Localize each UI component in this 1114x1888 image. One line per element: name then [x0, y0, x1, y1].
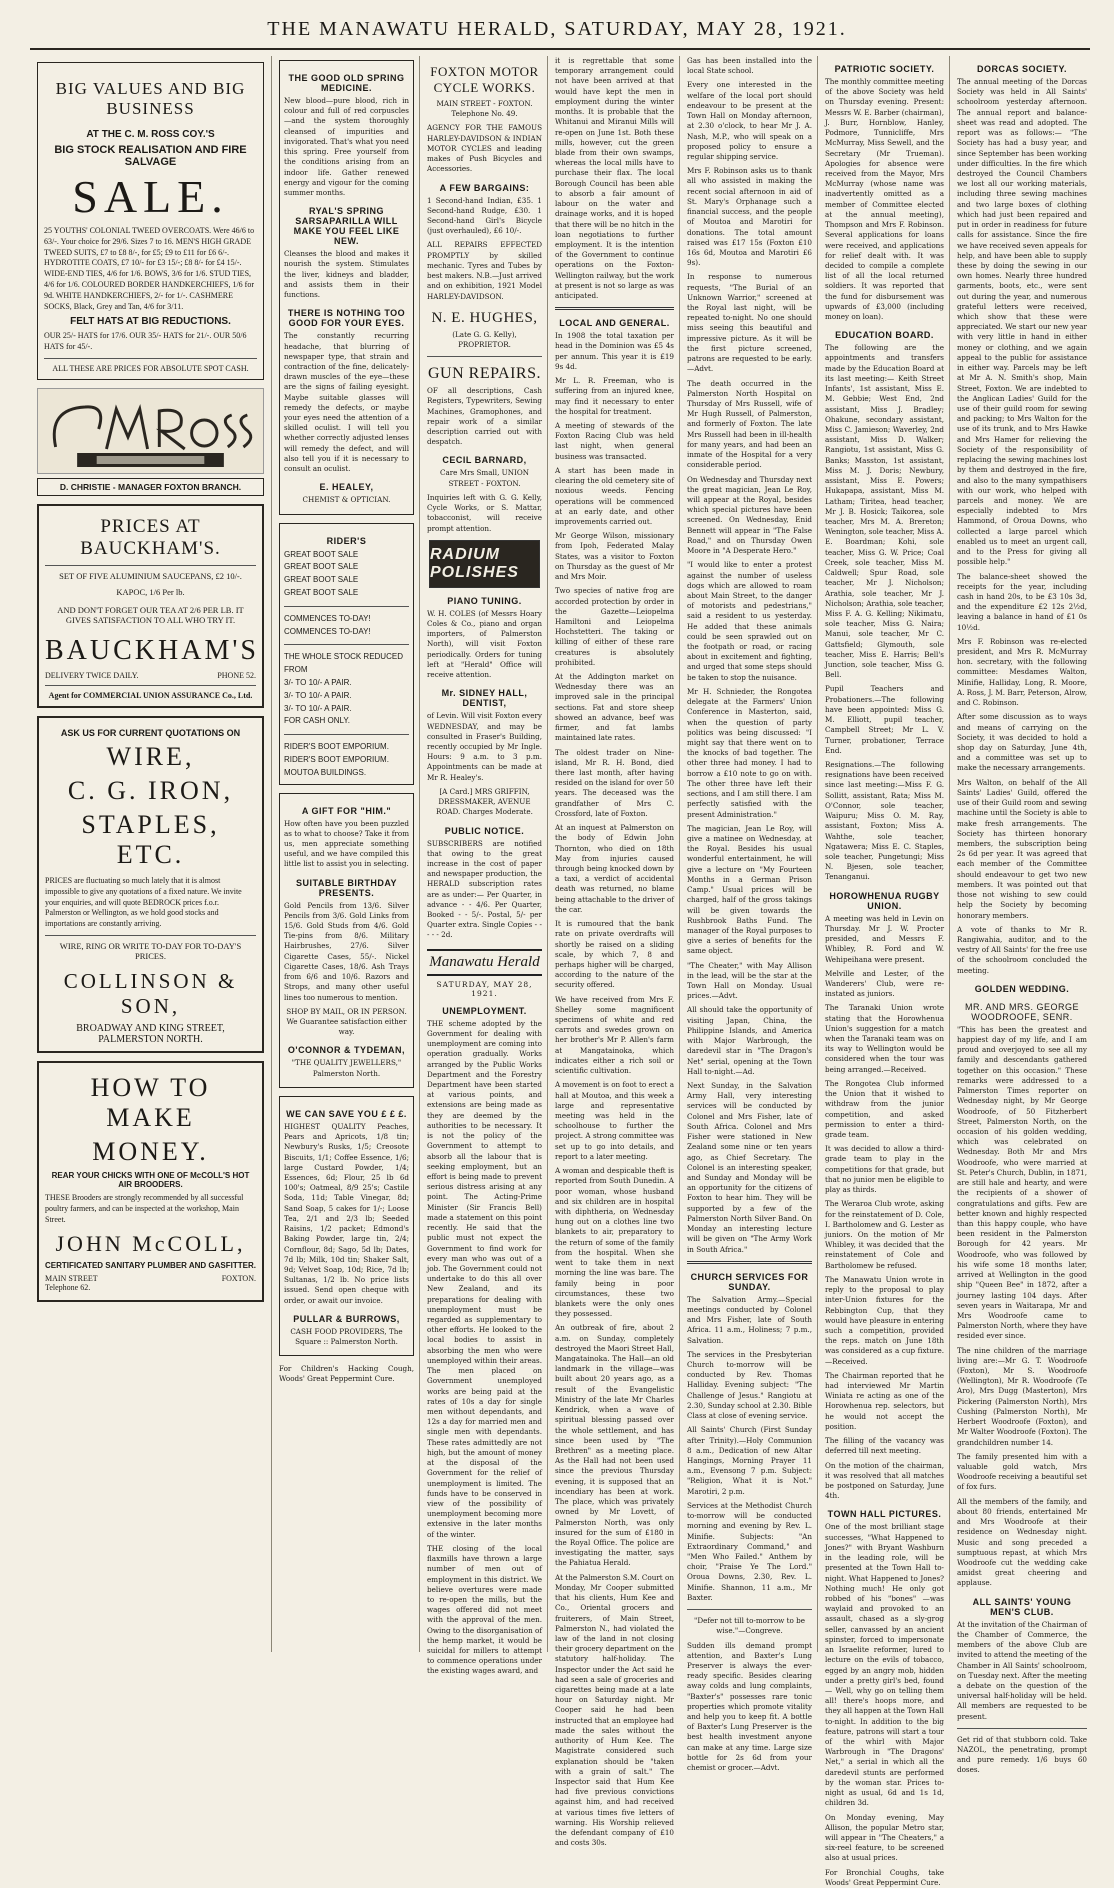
col4-text-13: A movement is on foot to erect a hall at Moutoa, and this week a large and representative meeting was held in the schoolhouse to further the project. A strong committee was set up to go into details, and report to a later meeting. [555, 1080, 674, 1161]
riders-pair-3: 3/- TO 10/- A PAIR. [284, 703, 352, 713]
col7-text-4: After some discussion as to ways and means of carrying on the Society, it was decided to hold a shop day on Saturday, June 4th, and a committee was set up to make the necessary arrangements. [957, 712, 1087, 773]
col5-text-11: All should take the opportunity of visiting Japan, China, the Philippine Islands, and America with Major Warbrough, the daredevil star in "The Dragon's Net" serial, opening at the Town Hall to-night.—Ad. [687, 1005, 812, 1076]
col3-heading-1: FOXTON MOTOR CYCLE WORKS. [430, 64, 539, 95]
col6-text-9: It was decided to allow a third-grade team to play in the competitions for that grade, but that no junior men be eligible to play as thirds. [825, 1144, 944, 1195]
mccoll-street: MAIN STREET [45, 1274, 98, 1284]
mccoll-town: FOXTON. [221, 1274, 256, 1284]
col2-text-5: How often have you been puzzled as to what to choose? Take it from us, men appreciate something useful, and we have compiled this little list to assist you in selecting. [284, 818, 410, 869]
col3-heading-5: Mr. SIDNEY HALL, DENTIST, [441, 688, 528, 709]
col2-text-3: The constantly recurring headache, that blurring of newspaper type, that strain and contraction of the fine, delicately-drawn muscles of the eye—these are the signs of failing eyesight. Maybe suitable glasses will remedy the defects, or maybe your eyes need the attention of a skilled oculist. I will tell you whether correctly adjusted lenses will remedy the defect, and will also tell you if it is necessary to consult an oculist. [284, 331, 409, 474]
col6-text-14: On the motion of the chairman, it was resolved that all matches be postponed on Saturday, June 4th. [825, 1460, 944, 1501]
ross-ad-sale: SALE. [72, 171, 229, 222]
col3-text-7: W. H. COLES (of Messrs Hoary Coles & Co., piano and organ importers, of Palmerston North), will visit Foxton periodically. Orders for tuning left at "Herald" Office will receive attention. [427, 608, 542, 680]
col3-heading-3: GUN REPAIRS. [428, 365, 541, 383]
col5-text-14: The services in the Presbyterian Church to-morrow will be conducted by Rev. Thomas Halliday. Evening subject: "The Challenge of Jesus." Rangiotu at 2.30, Sunday school at 2.30. Bible Class at close of evening service. [687, 1349, 812, 1421]
column-6 [820, 56, 950, 1887]
col7-rule [957, 1728, 1087, 1729]
col7-text-11: At the invitation of the Chairman of the Chamber of Commerce, the members of the above Club are invited to attend the meeting of the Chamber in All Saints' schoolroom, on Tuesday next. After the meeting a debate on the question of the universal half-holiday will be held. All members are requested to be present. [957, 1619, 1087, 1721]
col6-text-7: The Taranaki Union wrote stating that the Horowhenua Union's suggestion for a match when the Taranaki team was on its way to Wellington would be considered when the tour was being arranged.—Received. [825, 1003, 944, 1074]
col6-text-4: Resignations.—The following resignations have been received since last meeting:—Miss F. G. Sollitt, assistant, Rata; Miss M. O'Connor, sole teacher, Waipuru; Miss O. M. Ray, assistant, Foxton; Miss A. Wahthe, sole teacher, Ngatawera; Miss E. C. Staples, sole teacher, Pungetungi; Miss N. Bjesen, sole teacher, Tenanganui. [825, 760, 944, 882]
bauckham-line1: SET OF FIVE ALUMINIUM SAUCEPANS, £2 10/-. [59, 570, 242, 581]
col7-text-12: Get rid of that stubborn cold. Take NAZOL, the penetrating, prompt and pure remedy. 1/6 buys 60 doses. [957, 1734, 1087, 1775]
collinson-address2: PALMERSTON NORTH. [98, 1033, 203, 1045]
ross-ad-sub: AT THE C. M. ROSS COY.'S [86, 129, 215, 140]
mccoll-name: JOHN McCOLL, [55, 1231, 246, 1257]
col6-text-11: The Manawatu Union wrote in reply to the proposal to play inter-Union fixtures for the Rebbington Cup, that they would have pleasure in entering such a competition, provided the reps. match on June 18th was considered as a cup fixture.—Received. [825, 1274, 944, 1366]
ross-ad-items: 25 YOUTHS' COLONIAL TWEED OVERCOATS. Were 46/6 to 63/-. Your choice for 29/6. Sizes 7 to 16. MEN'S HIGH GRADE TWEED SUITS, £7 to £8 8/-, for £5; £9 to £11 for £6 6/-. HYDROTITE COATS, £7 10/- for £3 15/-; £8 8/- for £4 15/-. WIDE-END TIES, 4/6 for 1/6. BOWS, 3/6 for 1/6. STUD TIES, 4/6 for 1/6. COLOURED BORDER HANDKERCHIEFS, 1/6 for 9d. WHITE HANDKERCHIEFS, 2/- for 1/-. CASHMERE SOCKS, Black, Grey and Tan, 4/6 for 3/11. [44, 226, 255, 311]
collinson-body: PRICES are fluctuating so much lately that it is almost impossible to give any quotations of a fixed nature. We invite your enquiries, and will quote BEDROCK prices f.o.r. Palmerston or Wellington, as we hold good stocks and importations are constantly arriving. [45, 875, 242, 929]
col3-text-3: 1 Second-hand Indian, £35. 1 Second-hand Rudge, £30. 1 Second-hand Girl's Bicycle (just overhauled), £6 10/-. [427, 195, 542, 236]
ross-ad-hats: OUR 25/- HATS for 17/6. OUR 35/- HATS for 21/-. OUR 50/6 HATS for 45/-. [44, 331, 247, 352]
herald-nameplate: Manawatu Herald [427, 949, 542, 976]
col7-heading-2: GOLDEN WEDDING. [974, 983, 1070, 994]
col3-text-5: OF all descriptions, Cash Registers, Typewriters, Sewing Machines, Gramophones, and repair work of a similar description carried out with despatch. [427, 386, 542, 447]
col2-text-7: HIGHEST QUALITY Peaches, Pears and Apricots, 1/8 tin; Newbury's Rusks, 1/5; Creosote Biscuits, 1/1; Coffee Essence, 1/6; large Custard Powder, 1/4; Essences, 6d; Flour, 25 lb 6d 100's; Oatmeal, 8/9 25's; Castile Soda, 11d; Table Vinegar, 8d; Sand Soap, 5 cakes for 1/-; Loose Tea, 2/1 and 2/3 lb; Seeded Raisins, 1/2 packet; Edmond's Baking Powder, large tin, 2/4; Cornflour, 8d; Sago, 5d lb; Dates, 7d lb; Milk, 10d tin; Shaker Salt, 9d; Velvet Soap, 10d; Rice, 7d lb; Sultanas, 1/2 lb. No price lists issued. Send open cheque with order, or await our invoice. [284, 1121, 409, 1305]
col4-text-3: Mr L. R. Freeman, who is suffering from an injured knee, may find it necessary to enter the hospital for treatment. [555, 376, 674, 416]
col4-text-2: In 1908 the total taxation per head in the Dominion was £5 4s per annum. This year it is £19 9s 4d. [555, 331, 674, 371]
ross-manager: D. CHRISTIE - MANAGER FOXTON BRANCH. [59, 481, 242, 492]
riders-buildings: MOUTOA BUILDINGS. [284, 767, 367, 777]
mccoll-ad [37, 1061, 264, 1302]
col7-text-2: The balance-sheet showed the receipts for the year, including cash in hand 20s, to be £3 10s 3d, and the expenditure £2 12s 2½d, leaving a balance in hand of £1 0s 10½d. [957, 571, 1087, 632]
col5-heading-1: CHURCH SERVICES FOR SUNDAY. [690, 1271, 809, 1292]
bauckham-ad [37, 504, 264, 708]
col4-text-11: It is rumoured that the bank rate on private overdrafts will shortly be raised on a sliding scale, by which 7, 8 and perhaps higher will be charged, according to the nature of the security offered. [555, 919, 674, 990]
col3-heading-7: UNEMPLOYMENT. [442, 1005, 527, 1016]
col4-rule [555, 307, 674, 310]
riders-rule-2 [284, 644, 409, 645]
collinson-iron: C. G. IRON, [67, 775, 234, 805]
mccoll-trade: CERTIFICATED SANITARY PLUMBER AND GASFITTER. [45, 1261, 256, 1271]
col7-text-8: The nine children of the marriage living are:—Mr G. T. Woodroofe (Foxton), Mr S. Woodroofe (Wellington), Mr R. Woodroofe (Te Aro), Mrs Dugg (Masterton), Mrs Pickering (Palmerston North), Mrs Cushing (Palmerston North), Mr Herbert Woodroofe (Foxton), and Mr Walter Woodroofe (Foxton). The grandchildren number 14. [957, 1345, 1087, 1447]
col4-text-12: We have received from Mrs F. Shelley some magnificent specimens of white and red carrots and swedes grown on her brother's Mr P. Allen's farm at Mangatainoka, which indicates either a rich soil or scientific cultivation. [555, 994, 674, 1076]
col5-text-6: On Wednesday and Thursday next the great magician, Jean Le Roy, will appear at the Royal, besides which special pictures have been screened. On Wednesday, Enid Bennett will appear in "The False Road," and on Thursday Owen Moore in "A Desperate Hero." [687, 474, 812, 556]
ross-sale-ad [37, 62, 264, 380]
col3-text-9: [A Card.] MRS GRIFFIN, DRESSMAKER, AVENUE ROAD. Charges Moderate. [436, 786, 533, 817]
col6-text-12: The Chairman reported that he had interviewed Mr Martin Winiata re acting as one of the Horowhenua rep. selectors, but he would not accept the position. [825, 1370, 944, 1431]
herald-date: SATURDAY, MAY 28, 1921. [436, 979, 533, 998]
mccoll-sub: REAR YOUR CHICKS WITH ONE OF McCOLL'S HOT AIR BROODERS. [51, 1170, 250, 1189]
col4-text-7: Two species of native frog are accorded protection by order in the Gazette—Leiopelma Hamiltoni and Leiopelma Hochstetteri. The taking or killing of either of these rare creatures is absolutely prohibited. [555, 586, 674, 667]
riders-pair-1: 3/- TO 10/- A PAIR. [284, 677, 352, 687]
col6-text-5: A meeting was held in Levin on Thursday. Mr J. W. Procter presided, and Messrs F. Whibley, R. Ford and W. Wehipeihana were present. [825, 913, 944, 964]
col5-rule [687, 1261, 812, 1264]
column-3 [422, 56, 548, 1676]
column-2 [274, 56, 420, 1652]
bauckham-sep2 [45, 685, 256, 686]
ross-ad-sep [44, 358, 257, 359]
col7-text-3: Mrs F. Robinson was re-elected president, and Mrs R. McMurray hon. secretary, with the following committee: Mesdames Walton, Minifie, Halliday, Long, R. Moore, A. Ross, J. M. Barr, Peterson, Alrow, and C. Robinson. [957, 636, 1087, 708]
col6-text-6: Melville and Lester, of the Wanderers' Club, were re-instated as juniors. [825, 968, 944, 999]
col2-signature-2b: "THE QUALITY JEWELLERS," Palmerston North. [291, 1058, 402, 1078]
col5-text-12: Next Sunday, in the Salvation Army Hall, very interesting services will be conducted by Colonel and Mrs Fisher, late of South Africa. Colonel and Mrs Fisher were stationed in New Zealand some nine or ten years ago, as Chief Secretary. The Colonel is an interesting speaker, and Sunday and Monday will be an opportunity for the citizens of Foxton to hear him. They will be supported by a few of the Palmerston North Silver Band. On Monday an interesting lecture will be given on "The Army Work in South Africa." [687, 1081, 812, 1254]
col7-text-1: The annual meeting of the Dorcas Society was held in All Saints' schoolroom yesterday afternoon. The annual report and balance-sheet was read and adopted. The report was as follows:— "The Society has had a busy year, and since September has been working under difficulties. In the fire which destroyed the Council Chambers we lost all our working materials, including three sewing machines and two large boxes of clothing which had just been repaired and put in order in readiness for future calls for assistance. Since the fire we have received seven appeals for help, and have been able to supply these by doing the sewing in our own homes. Nearly three hundred garments, boots, etc., were sent out during the year, and numerous grateful letters were received, which show that these were appreciated. We start our new year with very little in hand in either money or clothing, and we again appeal to the public for assistance in either way. Parcels may be left at Mr A. N. Smith's shop, Main Street, Foxton. We are indebted to the Anglican Ladies' Guild for the use of their guild room for sewing and packing; to Mrs Walton for the use of its trunk, and to Mrs Hawke and Mrs Hamer for relieving the Society of the responsibility of replacing the sewing machines lost by them and destroyed in the fire, and also to the many sympathisers with our work, who helped with parcels and money. We are especially indebted to Mrs Hammond, of Oroua Downs, who collected a large parcel which enabled us to meet an urgent call, and to the Press for giving all possible help." [957, 77, 1087, 567]
col7-text-5: Mrs Walton, on behalf of the All Saints' Ladies' Guild, offered the use of their Guild room and sewing machine until the Society is able to make fresh arrangements. The Society has thirteen honorary members, the subscription being 2s 6d per year. It was agreed that each member of the Committee should endeavour to get two new members. It was pointed out that those not wishing to sew could help the Society by becoming honorary members. [957, 777, 1087, 920]
col2-heading-2: RYAL'S SPRING SARSAPARILLA WILL MAKE YOU FEEL LIKE NEW. [293, 206, 400, 247]
col4-text-16: At the Palmerston S.M. Court on Monday, Mr Cooper submitted that his clients, Hum Kee and Co., Oriental grocers and fruiterers, of Main Street, Palmerston N., had violated the law of the land in not closing their grocery department on the statutory half-holiday. The Inspector under the Act said he had seen a sale of groceries and cigarettes being made at a late hour on Saturday night. Mr Cooper said he had been instructed that an employee had made the sales without the authority of Hum Kee. The Magistrate considered such explanation should be "taken with a grain of salt." The Inspector said that Hum Kee had five previous convictions against him, and had received at various times five letters of warning. His Worship relieved the defendant company of £10 and costs 30s. [555, 1572, 674, 1848]
column-4 [550, 56, 680, 1848]
col5-text-17: "Defer not till to-morrow to be wise."—Congreve. [694, 1616, 805, 1636]
col7-text-6: A vote of thanks to Mr R. Rangiwahia, auditor, and to the vestry of All Saints' for the free use of the schoolroom concluded the meeting. [957, 924, 1087, 975]
collinson-staples: STAPLES, ETC. [81, 809, 220, 869]
col2-signature-3b: CASH FOOD PROVIDERS, The Square :: Palmerston North. [290, 1326, 403, 1347]
riders-cash: FOR CASH ONLY. [284, 716, 350, 726]
col2-heading-5: A GIFT FOR "HIM." [301, 805, 392, 816]
col3-text-1: MAIN STREET - FOXTON. Telephone No. 49. [436, 99, 533, 119]
bauckham-line3: AND DON'T FORGET OUR TEA AT 2/6 PER LB. IT GIVES SATISFACTION TO ALL WHO TRY IT. [57, 604, 244, 625]
collinson-address1: BROADWAY AND KING STREET, [76, 1022, 225, 1034]
col7-heading-2b: MR. AND MRS. GEORGE WOODROOFE, SENR. [964, 1001, 1079, 1022]
masthead: THE MANAWATU HERALD, SATURDAY, MAY 28, 1921. [267, 18, 847, 40]
col6-text-3: Pupil Teachers and Probationers.—The following have been appointed: Miss G. M. Elliott, pupil teacher, Campbell Street; Mr L. V. Turner, probationer, Terrace End. [825, 684, 944, 755]
bauckham-phone: PHONE 52. [217, 670, 256, 680]
col7-text-9: The family presented him with a valuable gold watch, Mrs Woodroofe receiving a beautiful set of fox furs. [957, 1451, 1087, 1492]
col2-heading-1: THE GOOD OLD SPRING MEDICINE. [288, 73, 405, 93]
ross-logo-graphic [38, 389, 263, 473]
collinson-sep [45, 935, 256, 936]
col2-signature-2: O'CONNOR & TYDEMAN, [287, 1045, 406, 1056]
col3-text-6: Inquiries left with G. G. Kelly, Cycle Works, or S. Mattar, tobacconist, will receive prompt attention. [427, 492, 542, 533]
col3-heading-4: PIANO TUNING. [447, 595, 522, 606]
col3-heading-6: PUBLIC NOTICE. [444, 825, 525, 836]
mccoll-title1: HOW TO MAKE [90, 1072, 211, 1132]
ross-manager-box [37, 478, 264, 496]
col5-text-4: In response to numerous requests, "The Burial of an Unknown Warrior," screened at the Royal last night, will be repeated to-night. No one should miss seeing this beautiful and impressive picture. As it will be the first picture screened, patrons are requested to be early.—Advt. [687, 272, 812, 374]
col4-text-15: An outbreak of fire, about 2 a.m. on Sunday, completely destroyed the Maori Street Hall, Mangatainoka. The Hall—an old landmark in the village—was built about 20 years ago, as a result of the Evangelistic Ministry of the late Mr Charles Kendrick, when a wave of spiritual blessing passed over the whole settlement, and has since been used by "The Brethren" as a meeting place. As the Hall had not been used since the previous Thursday evening, it is supposed that an incendiary has been at work. The place, which was privately owned by Mr Lovett, of Palmerston North, was only insured for the sum of £180 in the Royal Office. The police are investigating the matter, says the Pahiatua Herald. [555, 1323, 674, 1568]
col6-text-1: The monthly committee meeting of the above Society was held on Thursday evening. Present: Messrs W. E. Barber (chairman), J. Burr, Hornblow, Hanley, Podmore, Tunnicliffe, Mrs McMurray, Miss Sewell, and the Secretary (Mr Trueman). Apologies for absence were received from the Mayor, Mrs McMurray (whose name was inadvertently omitted as a member of Committee elected at the annual meeting), Thompson and Mrs F. Robinson. Several applications for loans were received, and applications for relief dealt with. It was decided to compile a complete list of all the local returned soldiers. It was reported that the fund for disbursement was upwards of £3,000 (including money on loan). [825, 77, 944, 322]
riders-whole: THE WHOLE STOCK REDUCED FROM [284, 652, 403, 675]
col5-text-16: Services at the Methodist Church to-morrow will be conducted morning and evening by Rev. L. Minifie. Subjects: "An Extraordinary Command," and "Men Who Failed." Anthem by choir, "Praise Ye The Lord." Oroua Downs, 2.30, Rev. L. Minifie. Shannon, 11 a.m., Mr Baxter. [687, 1500, 812, 1602]
col5-text-13: The Salvation Army.—Special meetings conducted by Colonel and Mrs Fisher, late of South Africa. 11 a.m., Holiness; 7 p.m., Salvation. [687, 1294, 812, 1345]
col2-signature-1: E. HEALEY, [319, 482, 374, 493]
col3-signature-1b: Care Mrs Small, UNION STREET - FOXTON. [439, 468, 530, 488]
col6-text-17: For Bronchial Coughs, take Woods' Great Peppermint Cure. [825, 1867, 944, 1887]
healey-ad [279, 60, 414, 515]
col3-text-8: of Levin. Will visit Foxton every WEDNESDAY, and may be consulted in Fraser's Building, recently occupied by Mr Ingle. Hours: 9 a.m. to 3 p.m. Appointments can be made at Mr R. Healey's. [427, 711, 542, 782]
col3-rule-1 [427, 356, 542, 357]
col5-text-10: "The Cheater," with May Allison in the lead, will be the star at the Town Hall on Monday. Usual prices.—Advt. [687, 960, 812, 1001]
pullar-ad [279, 1096, 414, 1356]
col6-text-15: One of the most brilliant stage successes, "What Happened to Jones?" with Bryant Washburn in the leading role, will be presented at the Town Hall to-night. What Happened to Jones? Nothing much! He only got robbed of his "bones" —was waylaid and provoked to an assault, chased as a sly-grog seller, canvassed by an ancient spinster, forced to impersonate an Israelite reformer, lured to lecture on the evils of tobacco, egged by an angry mob, hidden under a pretty girl's bed, found — Well, why go on telling them all! there's hoops more, and they all happen at the Town Hall to-night. In addition to the big feature, patrons will start a tour of the whirl with Major Warbrough in "The Dragons' Net," a serial in which all the daredevil stunts are performed by the woman star. Prices to-night as usual, 6d and 1s 1d, children 3d. [825, 1522, 944, 1808]
riders-great-1: GREAT BOOT SALE [284, 549, 359, 559]
col5-text-5: The death occurred in the Palmerston North Hospital on Thursday of Mrs Russell, wife of Mr Hugh Russell, of Palmerston, and formerly of Foxton. The late Mrs Russell had been in ill-health for many years, and had been an inmate of the Hospital for a very considerable period. [687, 378, 812, 470]
col4-text-4: A meeting of stewards of the Foxton Racing Club was held last night, when general business was transacted. [555, 421, 674, 461]
col4-text-6: Mr George Wilson, missionary from Ipoh, Federated Malay States, was a visitor to Foxton on Thursday as the guest of Mr and Mrs Moir. [555, 531, 674, 582]
col3-text-2: AGENCY FOR THE FAMOUS HARLEY-DAVIDSON & INDIAN MOTOR CYCLES and leading makes of Push Bicycles and Accessories. [427, 123, 542, 174]
col2-text-1: New blood—pure blood, rich in colour and full of red corpuscles—and the system thoroughly cleansed of impurities and invigorated. That's what you need this spring. Free yourself from the conditions arising from an indoor life. Gather renewed energy and vigour for the coming summer months. [284, 96, 409, 197]
col6-heading-4: TOWN HALL PICTURES. [827, 1509, 942, 1520]
col2-text-2: Cleanses the blood and makes it nourish the system. Stimulates the liver, kidneys and bladder, and assists them in their functions. [284, 249, 409, 300]
bauckham-title: PRICES AT BAUCKHAM'S. [80, 515, 221, 559]
bauckham-delivery: DELIVERY TWICE DAILY. [45, 670, 139, 680]
col6-text-13: The filling of the vacancy was deferred till next meeting. [825, 1436, 944, 1456]
bauckham-sep1 [45, 565, 256, 566]
mccoll-address-row [45, 1274, 256, 1283]
col6-heading-2: EDUCATION BOARD. [835, 330, 934, 341]
ross-ad-line1: BIG VALUES AND BIG [55, 79, 246, 98]
column-7 [952, 56, 1092, 1775]
col6-text-8: The Rongotea Club informed the Union that it wished to withdraw from the junior competition, and asked permission to enter a third-grade team. [825, 1078, 944, 1139]
riders-great-2: GREAT BOOT SALE [284, 562, 359, 572]
ross-logo [37, 388, 264, 474]
collinson-ask: ASK US FOR CURRENT QUOTATIONS ON [60, 727, 241, 738]
bauckham-contact-row [45, 671, 256, 680]
ross-ad-felt: FELT HATS AT BIG REDUCTIONS. [70, 316, 231, 328]
col4-text-14: A woman and despicable theft is reported from South Dunedin. A poor woman, whose husband and six children are in hospital with diphtheria, on Wednesday hung out on a clothes line two blankets to air, preparatory to the return of some of the family from the hospital. When she went to take them in next morning the line was bare. The family being in poor circumstances, these two blankets were the only ones they possessed. [555, 1166, 674, 1319]
masthead-rule [30, 48, 1090, 50]
col5-text-1: Gas has been installed into the local State school. [687, 56, 812, 76]
ross-ad-footer: ALL THESE ARE PRICES FOR ABSOLUTE SPOT CASH. [52, 363, 249, 373]
riders-emporium: RIDER'S BOOT EMPORIUM. RIDER'S BOOT EMPORIUM. [284, 742, 389, 764]
col2-heading-3: THERE IS NOTHING TOO GOOD FOR YOUR EYES. [287, 308, 406, 329]
collinson-wire-ring: WIRE, RING OR WRITE TO-DAY FOR TO-DAY'S PRICES. [59, 940, 242, 961]
riders-great-4: GREAT BOOT SALE [284, 587, 359, 597]
bauckham-name: BAUCKHAM'S [45, 634, 259, 666]
collinson-company: COLLINSON & SON, [63, 968, 238, 1018]
col2-signature-3: PULLAR & BURROWS, [293, 1313, 400, 1324]
col4-text-10: At an inquest at Palmerston on the body of Edwin John Thornton, who died on 18th May from injuries caused through being knocked down by a taxi, a verdict of accidental death was returned, no blame being attachable to the driver of the car. [555, 823, 674, 914]
col2-heading-7: WE CAN SAVE YOU £ £ £. [286, 1108, 407, 1119]
col4-text-9: The oldest trader on Nine-island, Mr R. H. Bond, died there last month, after having resided on the island for over 50 years. The deceased was the grandfather of Mrs C. Crossford, late of Foxton. [555, 747, 675, 818]
col4-text-5: A start has been made in clearing the old cemetery site of noxious weeds. Fencing operations will be commenced at an early date, and other improvements carried out. [555, 465, 674, 526]
column-5 [682, 56, 818, 1773]
riders-commences: COMMENCES TO-DAY! COMMENCES TO-DAY! [284, 613, 371, 636]
collinson-ad [37, 716, 264, 1053]
collinson-wire: WIRE, [106, 741, 195, 771]
col7-text-7: "This has been the greatest and happiest day of my life, and I am proud and overjoyed to see all my family and descendants gathered together on this occasion." These remarks were addressed to a Palmerston Times reporter on Wednesday night, by Mr George Woodroofe, of 50 Fitzherbert Street, Palmerston North, on the occasion of his golden wedding, which was celebrated on Wednesday. Both Mr and Mrs Woodroofe, who were married at St. Peter's Church, Dublin, in 1871, are still hale and hearty, and were the recipients of a shower of congratulations and gifts. Few are better known and highly respected than this happy couple, who have been resident in the Palmerston Borough for 42 years. Mr Woodroofe, who was followed by his wife some 18 months later, arrived at Wellington in the good ship "Queen Bee" in 1872, after a journey lasting 104 days. After seven years in Waitarapa, Mr and Mrs Woodroofe came to Palmerston North, where they have resided ever since. [957, 1024, 1087, 1341]
col6-text-2: The following are the appointments and transfers made by the Education Board at its last meeting:— Keith Street Infants', 1st assistant, Miss E. M. Gebbie; West End, 2nd assistant, Miss J. Bradley; Ohakune, secondary assistant, Miss C. Jamieson; Waverley, 2nd assistant, Miss D. Walker; Rangiotu, 1st assistant, Miss G. Banks; Masston, 1st assistant, Miss M. J. Doris; Newbury, assistant, Miss E. Powers; Hukapapa, assistant, Miss M. Latham; Tiritea, head teacher, Mr J. B. Hosick; Taikorea, sole teacher, Mrs M. A. Brereton; Wenington, sole teacher, Miss A. E. Boardman; Kohi, sole teacher, Miss G. W. Price; Coal Creek, sole teacher, Miss M. Caldwell; Spur Road, sole teacher, Mr J. Nicholson; Arathia, sole teacher, Mr J. Nicholson; Arathia, sole teacher, Miss F. A. G. Kelling; Nikimatu, sole teacher, Miss G. Naira; Manui, sole teacher, Mr C. Gattsfield; Glymouth, sole teacher, Miss E. Harris; Bell's Junction, sole teacher, Miss G. Bell. [825, 343, 944, 680]
col7-heading-3: ALL SAINTS' YOUNG MEN'S CLUB. [972, 1596, 1072, 1617]
col5-text-8: Mr H. Schnieder, the Rongotea delegate at the Farmers' Union Conference in Masterton, said, when the question of party politics was being discussed: "I might say that there went on to the knocks of bad together. The other three had money. I had to borrow a £10 note to go on with. The other three have left their sections, and I am still there. I am perfectly satisfied with the present Administration." [687, 686, 812, 819]
col3-text-4: ALL REPAIRS EFFECTED PROMPTLY by skilled mechanic. Tyres and Tubes by best makers. N.B.—Just arrived and on exhibition, 1921 Model HARLEY-DAVIDSON. [427, 240, 542, 301]
riders-pair-2: 3/- TO 10/- A PAIR. [284, 690, 352, 700]
riders-ad [279, 523, 414, 785]
ross-ad-line2: BUSINESS [106, 99, 195, 118]
col3-text-12: THE closing of the local flaxmills have thrown a large number of men out of employment in this district. We believe overtures were made to re-open the mills, but the wages offered did not meet with the approval of the men. Owing to the disorganisation of the hemp market, it would be suicidal for millers to attempt to commence operations under the existing wages award, and [427, 1543, 542, 1676]
col2-signature-1b: CHEMIST & OPTICIAN. [302, 495, 391, 505]
bauckham-line2: KAPOC, 1/6 Per lb. [116, 586, 185, 597]
ross-ad-headline: BIG STOCK REALISATION AND FIRE SALVAGE [54, 144, 247, 168]
col5-rule-2 [687, 1609, 812, 1610]
col2-text-8: For Children's Hacking Cough, Woods' Great Peppermint Cure. [279, 1364, 414, 1384]
col6-text-16: On Monday evening, May Allison, the popular Metro star, will appear in "The Cheaters," a six-reel feature, to be screened also at usual prices. [825, 1812, 944, 1863]
riders-rule-3 [284, 734, 409, 735]
col7-heading-1: DORCAS SOCIETY. [976, 64, 1067, 74]
riders-rule-1 [284, 606, 409, 607]
col6-heading-1: PATRIOTIC SOCIETY. [834, 64, 935, 74]
col3-name-1b: (Late G. G. Kelly), PROPRIETOR. [452, 329, 517, 349]
col3-text-10: SUBSCRIBERS are notified that owing to the great increase in the cost of paper and newspaper production, the HERALD subscription rates are as under:— Per Quarter, in advance - - 4/6. Per Quarter, Booked - - 5/-. Postal, 5/- per Quarter extra. Single Copies - - - - - 2d. [427, 838, 542, 940]
col5-text-15: All Saints' Church (First Sunday after Trinity).—Holy Communion 8 a.m., Dedication of new Altar Hangings, Morning Prayer 11 a.m., Evensong 7 p.m. Subject: "Religion, What it is Not." Marotiri, 2 p.m. [687, 1425, 812, 1496]
col2-text-6b: SHOP BY MAIL, OR IN PERSON. We Guarantee satisfaction either way. [286, 1006, 407, 1037]
col2-text-6: Gold Pencils from 13/6. Silver Pencils from 3/6. Gold Links from 15/6. Gold Studs from 4/6. Gold Tie-pins from 8/6. Military Hairbrushes, 27/6. Silver Cigarette Cases, 55/-. Nickel Cigarette Cases, 18/6. Ash Trays from 6/6 and 10/6. Razors and Strops, and many other useful lines too numerous to mention. [284, 900, 409, 1002]
bauckham-agent: Agent for COMMERCIAL UNION ASSURANCE Co., Ltd. [48, 690, 253, 700]
col6-heading-3: HOROWHENUA RUGBY UNION. [829, 890, 940, 911]
col3-heading-2: A FEW BARGAINS: [439, 182, 530, 193]
oconnor-ad [279, 793, 414, 1088]
col5-text-2: Every one interested in the welfare of the local port should endeavour to be present at the Town Hall on Monday afternoon, at 2.30 o'clock, to hear Mr J. A. Nash, M.P., who will speak on a proposed policy to ensure a regular shipping service. [687, 80, 812, 161]
col3-text-11: THE scheme adopted by the Government for dealing with unemployment are coming into operation gradually. Works arranged by the Public Works Department and the Forestry Department have been started at various points, and extensions are being made as they are deemed by the authorities to be necessary. It is not the policy of the Government to attempt to absorb all the labour that is seeking employment, but an effort is being made to prevent serious distress arising at any point. The Acting-Prime Minister (Sir Francis Bell) made a statement on this point recently. He said that the public must not expect the Government to find work for every man who was out of a job. The Government could not undertake to do this all over New Zealand, and its preparations for dealing with unemployment must be regarded as supplementary to other efforts. He looked to the local bodies to assist in absorbing the men who were unemployed within their areas. The men placed on Government unemployed works are being paid at the rates of 10s a day for single men without dependants, and 12s a day for married men and single men with dependants. These rates admittedly are not high, but the amount of money at the disposal of the Government for the relief of unemployment is limited. The funds have to be conserved in view of the possibility of unemployment becoming more extensive in the later months of the winter. [427, 1018, 542, 1539]
col4-text-8: At the Addington market on Wednesday there was an improved sale in the principal sections. Fat and store sheep showed an advance, beef was firmer, and fat lambs maintained late rates. [555, 672, 674, 743]
column-1 [30, 56, 272, 1652]
riders-great-3: GREAT BOOT SALE [284, 575, 359, 585]
col3-signature-1: CECIL BARNARD, [442, 455, 527, 466]
col6-text-10: The Weraroa Club wrote, asking for the reinstatement of D. Cole, I. Bartholomew and G. Lester as juniors. On the motion of Mr Whibley, it was decided that the reinstatement of Cole and Bartholomew be refused. [825, 1199, 944, 1270]
col5-text-7: "I would like to enter a protest against the number of useless dogs which are allowed to roam about Main Street, to the danger of motorists and pedestrians," said a resident to us yesterday. He added that these animals could be seen sprawled out on the footpath or road, or racing about in excitement and fighting, and urged that some steps should be taken to stop the nuisance. [687, 560, 812, 682]
mccoll-title2: MONEY. [92, 1136, 209, 1166]
col2-heading-6: SUITABLE BIRTHDAY PRESENTS. [295, 877, 397, 898]
col5-text-3: Mrs F. Robinson asks us to thank all who assisted in making the recent social afternoon in aid of St. Mary's Orphanage such a financial success, and the people of Moutoa and Marotiri for donations. The total amount raised was £17 15s (Foxton £10 16s 6d, Moutoa and Marotiri £6 9s). [687, 166, 812, 268]
col3-name-1: N. E. HUGHES, [431, 309, 538, 326]
col4-text-1: it is regrettable that some temporary arrangement could not have been arrived at that would have kept the men in employment during the winter months. It is probable that the Whitanui and Miranui Mills will re-open on June 1st. Both these mills, however, cut the green blade from their own swamps, whereas the local mills have to purchase their flax. The local Borough Council has been able to absorb a fair amount of labour on the water and drainage works, and it is hoped that there will be no hitch in the loan negotiations to further employment. It is the intention of the Government to continue operations on the Foxton-Wellington railway, but the work at present is not so large as was anticipated. [555, 56, 674, 301]
riders-heading: RIDER'S [326, 535, 367, 546]
radium-polishes-ad: RADIUM POLISHES [429, 540, 540, 588]
col5-text-18: Sudden ills demand prompt attention, and Baxter's Lung Preserver is always the ever-ready specific. Besides clearing away colds and lung complaints, "Baxter's" possesses rare tonic properties which promote vitality and help you to keep fit. A bottle of Baxter's Lung Preserver is the best health investment anyone can make at any time. Large size bottle for 2s 6d from your chemist or grocer.—Advt. [687, 1640, 812, 1773]
col5-text-9: The magician, Jean Le Roy, will give a matinee on Wednesday, at the Royal. Besides his usual wonderful entertainment, he will give a lecture on "My Fourteen Months in a German Prison Camp." Usual prices will be charged, half of the gross takings will be given towards the Rushbrook Baths Fund. The manager of the Royal purposes to give a series of benefits for the same object. [687, 823, 812, 956]
mccoll-phone: Telephone 62. [45, 1283, 91, 1293]
col7-text-10: All the members of the family, and about 80 friends, entertained Mr and Mrs Woodroofe at their residence on Wednesday night. Music and song preceded a sumptuous repast, at which Mrs Woodroofe cut the wedding cake amidst great cheering and applause. [957, 1496, 1087, 1588]
newspaper-page [30, 56, 1092, 1887]
col4-heading-1: LOCAL AND GENERAL. [559, 318, 670, 329]
mccoll-body: THESE Brooders are strongly recommended by all successful poultry farmers, and can be inspected at the workshop, Main Street. [45, 1192, 244, 1224]
